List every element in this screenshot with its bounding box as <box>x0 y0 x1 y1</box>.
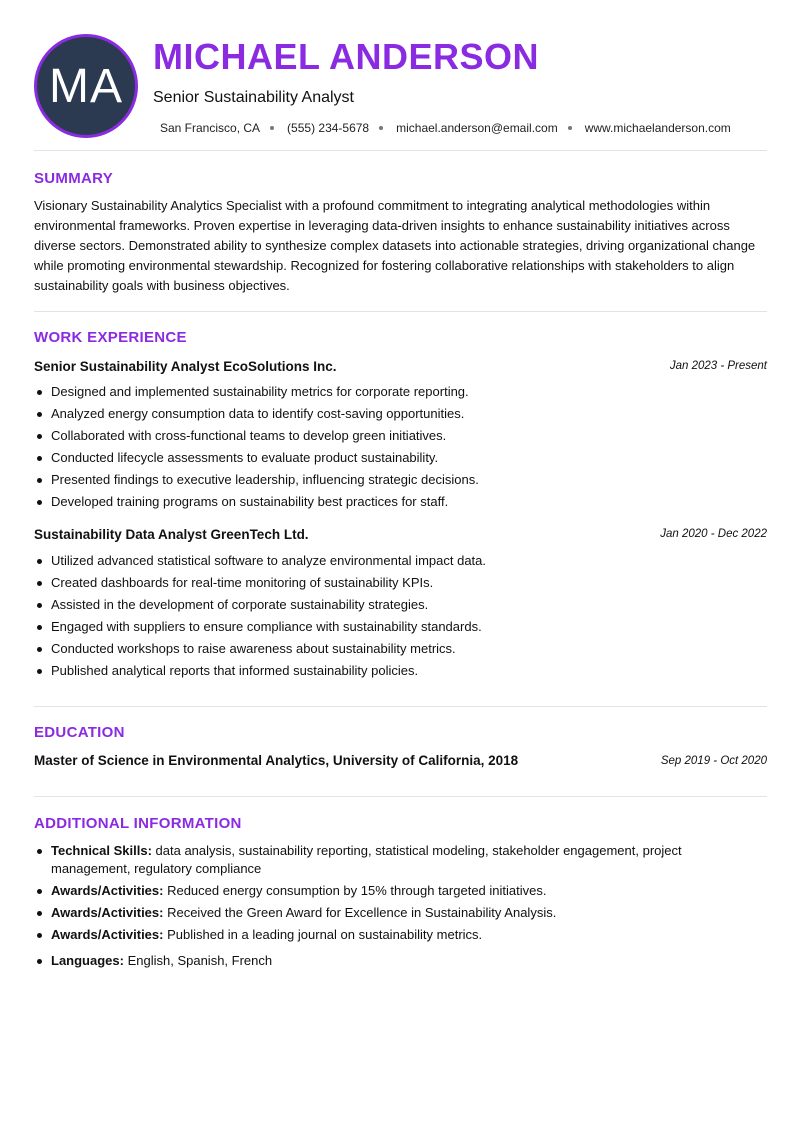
list-item: Engaged with suppliers to ensure compliance with sustainability standards. <box>34 618 767 640</box>
item-label: Awards/Activities: <box>51 905 164 920</box>
avatar-initials: MA <box>49 59 123 113</box>
contact-location: San Francisco, CA <box>160 121 261 135</box>
list-item: Published analytical reports that informed sustainability policies. <box>34 662 767 684</box>
additional-heading: ADDITIONAL INFORMATION <box>34 815 242 832</box>
list-item <box>34 882 767 900</box>
list-item: Conducted workshops to raise awareness about sustainability metrics. <box>34 640 767 662</box>
list-item <box>34 842 711 878</box>
list-item: Conducted lifecycle assessments to evaluate product sustainability. <box>34 449 767 471</box>
summary-heading: SUMMARY <box>34 170 114 187</box>
divider <box>34 706 767 707</box>
item-label: Languages: <box>51 953 124 968</box>
contact-website: www.michaelanderson.com <box>584 121 731 135</box>
candidate-name: MICHAEL ANDERSON <box>153 36 540 77</box>
list-item: Analyzed energy consumption data to identify cost-saving opportunities. <box>34 405 767 427</box>
job-dates: Jan 2023 - Present <box>669 360 767 372</box>
job-bullets <box>34 552 767 684</box>
item-text: English, Spanish, French <box>123 953 273 968</box>
education-dates: Sep 2019 - Oct 2020 <box>660 755 767 767</box>
list-item <box>34 904 767 922</box>
item-text: Reduced energy consumption by 15% through targeted initiatives. <box>163 883 547 898</box>
separator-dot <box>270 126 274 130</box>
job-role: Senior Sustainability Analyst EcoSolutions Inc. <box>34 359 337 374</box>
summary-text: Visionary Sustainability Analytics Specialist with a profound commitment to integrating analytical methodologies within environmental frameworks. Proven expertise in leveraging data-driven insights to enhance sustainability initiatives across diverse sectors. Demonstrated ability to synthesize complex datasets into actionable strategies, driving organizational change while promoting environmental stewardship. Recognized for fostering collaborative relationships with stakeholders to align sustainability goals with business objectives. <box>34 198 756 293</box>
candidate-title: Senior Sustainability Analyst <box>153 89 354 106</box>
job-role: Sustainability Data Analyst GreenTech Ltd. <box>34 527 309 542</box>
divider <box>34 311 767 312</box>
job-dates: Jan 2020 - Dec 2022 <box>660 528 767 540</box>
item-text: Received the Green Award for Excellence in Sustainability Analysis. <box>163 905 557 920</box>
item-text: data analysis, sustainability reporting, statistical modeling, stakeholder engagement, project management, regulatory compliance <box>51 843 682 876</box>
list-item: Presented findings to executive leadership, influencing strategic decisions. <box>34 471 767 493</box>
job-header <box>34 359 767 377</box>
education-heading: EDUCATION <box>34 724 125 741</box>
list-item: Assisted in the development of corporate sustainability strategies. <box>34 596 767 618</box>
contact-phone: (555) 234-5678 <box>287 121 370 135</box>
list-item <box>34 952 767 970</box>
list-item: Utilized advanced statistical software to analyze environmental impact data. <box>34 552 767 574</box>
experience-heading: WORK EXPERIENCE <box>34 329 187 346</box>
contact-email: michael.anderson@email.com <box>396 121 558 135</box>
list-item <box>34 926 767 944</box>
avatar <box>34 34 138 138</box>
item-label: Technical Skills: <box>51 843 152 858</box>
job-bullets <box>34 383 767 515</box>
separator-dot <box>379 126 383 130</box>
divider <box>34 150 767 151</box>
degree: Master of Science in Environmental Analytics, University of California, 2018 <box>34 753 519 768</box>
list-item: Collaborated with cross-functional teams to develop green initiatives. <box>34 427 767 449</box>
list-item: Created dashboards for real-time monitoring of sustainability KPIs. <box>34 574 767 596</box>
job-header <box>34 527 767 545</box>
separator-dot <box>568 126 572 130</box>
additional-list <box>34 842 767 974</box>
item-text: Published in a leading journal on sustainability metrics. <box>163 927 483 942</box>
item-label: Awards/Activities: <box>51 883 164 898</box>
contact-bar <box>160 121 731 135</box>
list-item: Developed training programs on sustainability best practices for staff. <box>34 493 767 515</box>
divider <box>34 796 767 797</box>
item-label: Awards/Activities: <box>51 927 164 942</box>
list-item: Designed and implemented sustainability metrics for corporate reporting. <box>34 383 767 405</box>
education-entry <box>34 753 767 771</box>
